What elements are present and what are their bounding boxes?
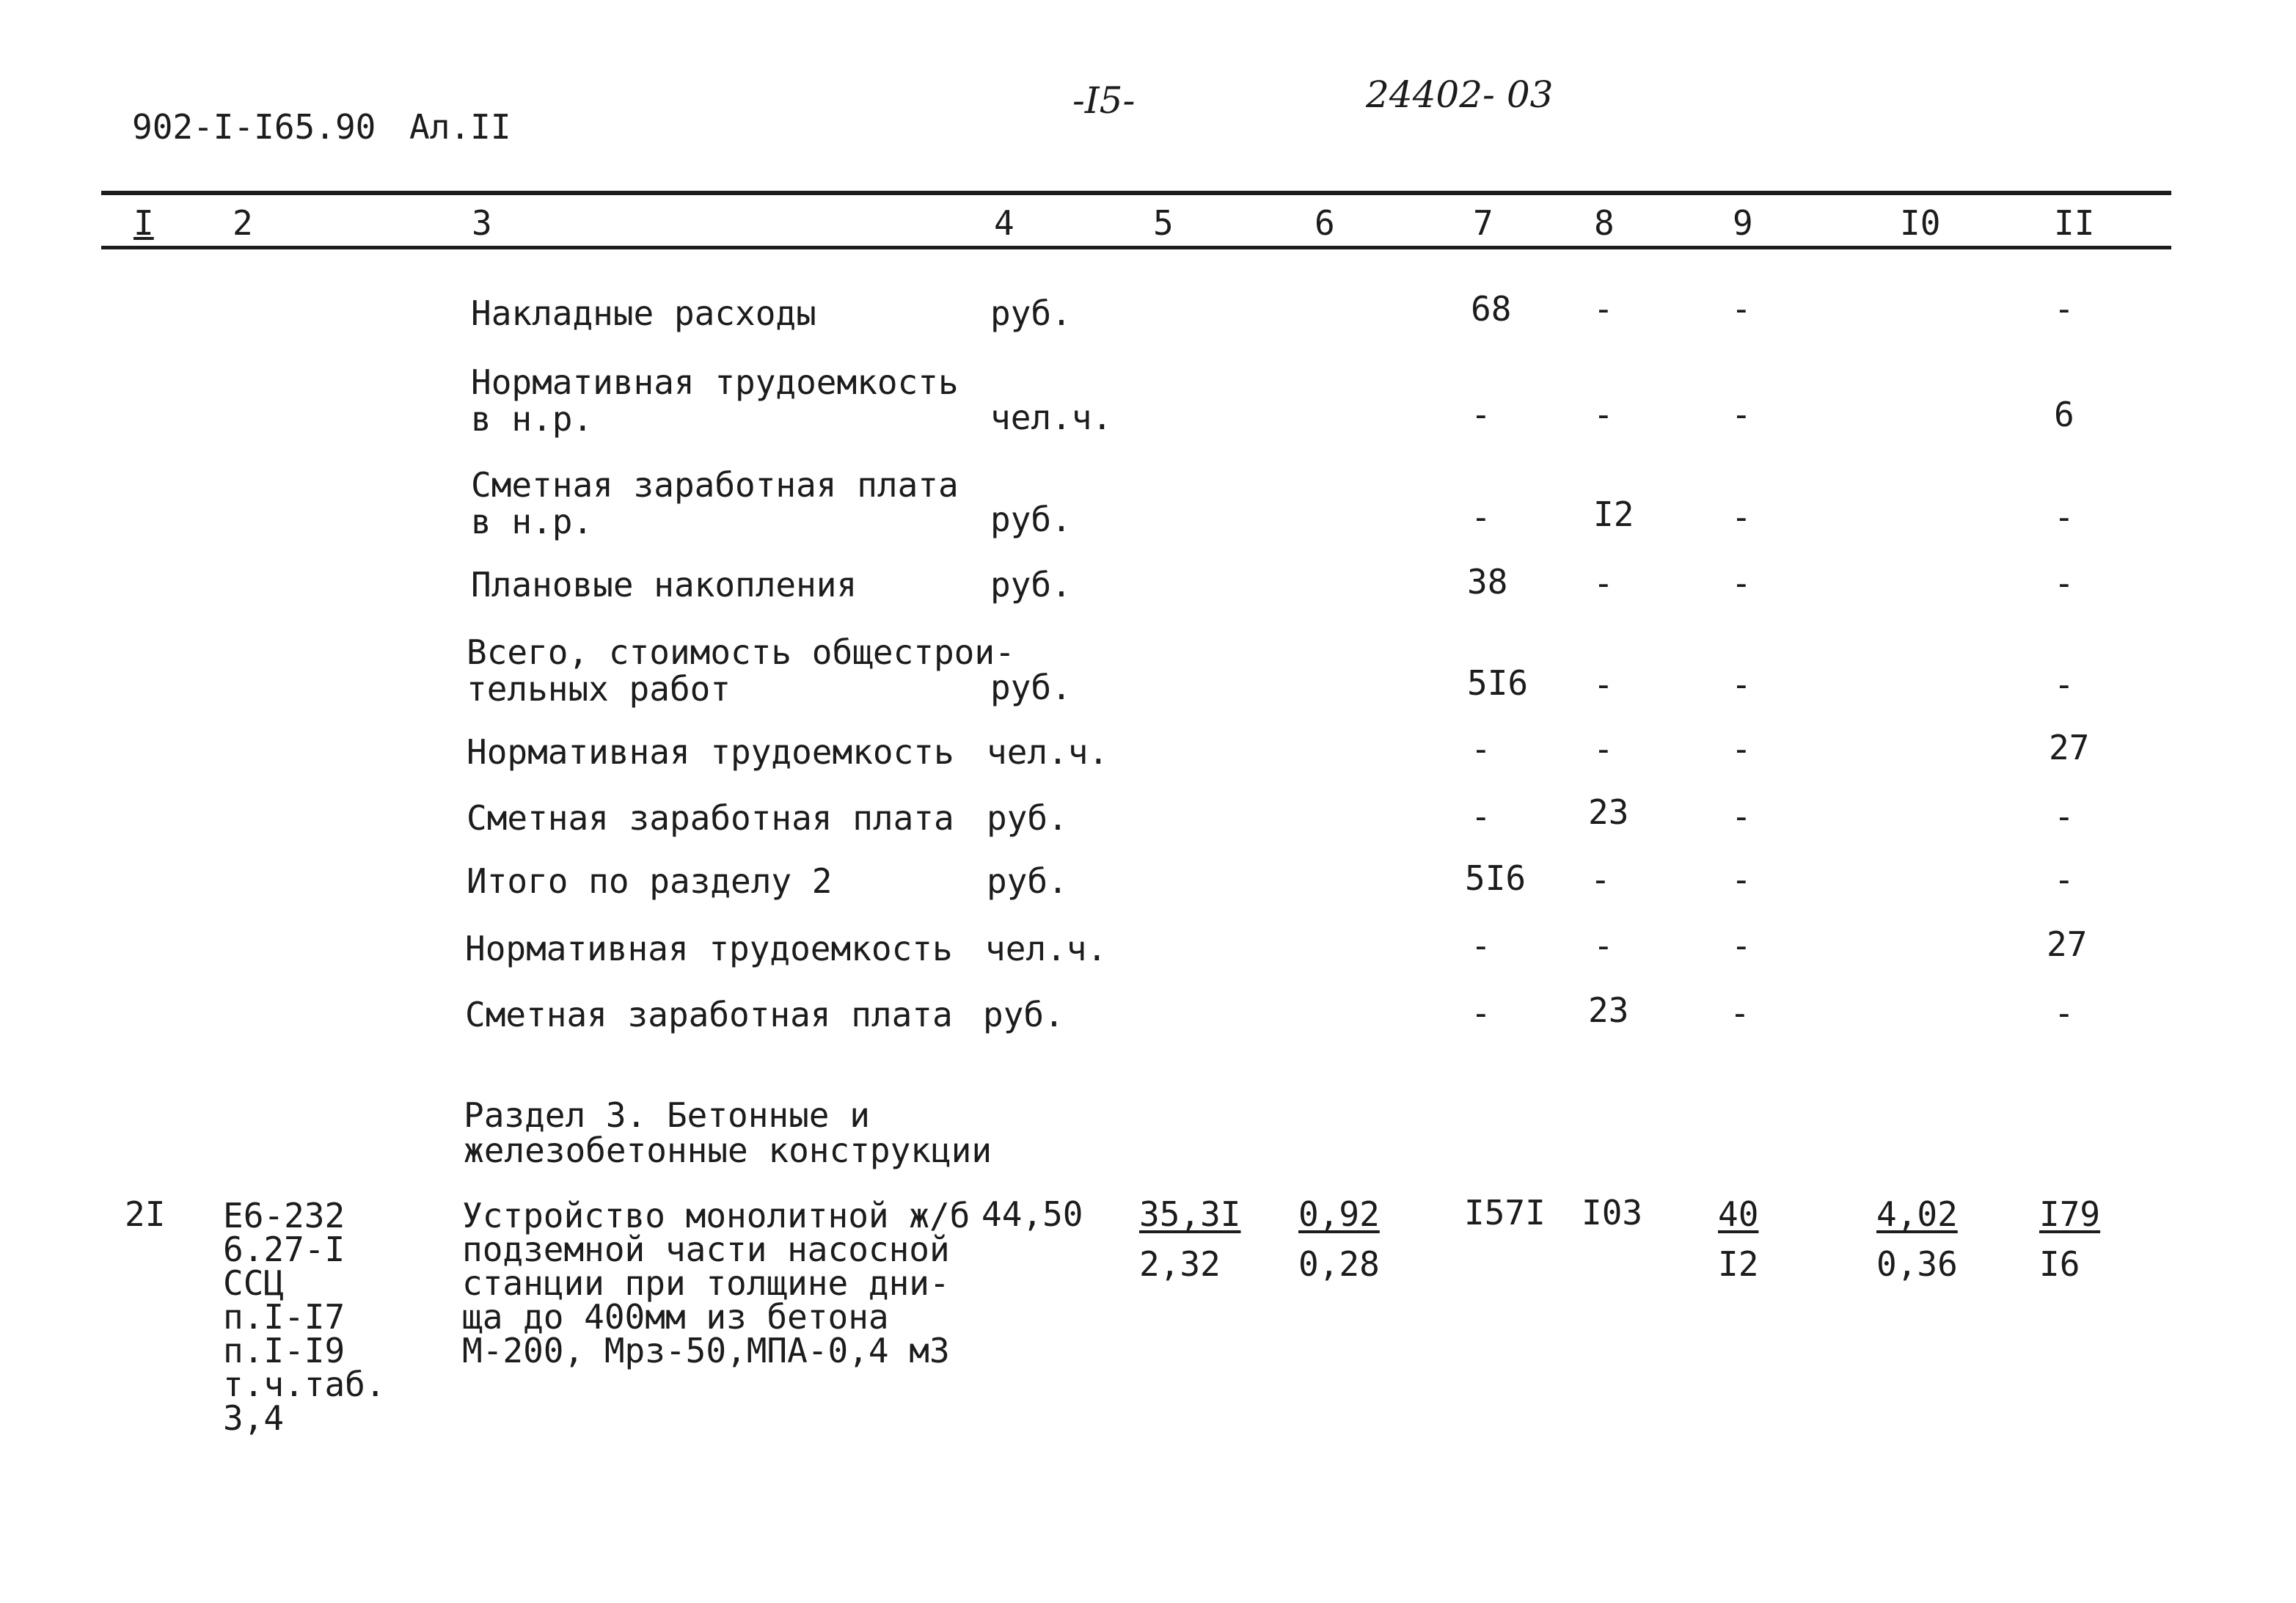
col-header-3: 3 [472, 203, 492, 243]
row-name: Сметная заработная плата [467, 798, 954, 838]
row-col8: - [1593, 395, 1614, 434]
row-col7: 5I6 [1465, 858, 1527, 898]
row-col9: - [1731, 497, 1752, 537]
row-unit: чел.ч. [985, 929, 1108, 968]
col10-top-value: 4,02 [1876, 1194, 1958, 1234]
row-col11: - [2054, 797, 2074, 836]
col-header-9: 9 [1733, 203, 1753, 243]
table-header-rule [101, 246, 2171, 249]
row-col11: 27 [2049, 728, 2090, 767]
item-code: Е6-232 6.27-I ССЦ п.I-I7 п.I-I9 т.ч.таб. 3,4 [223, 1196, 386, 1438]
row-col7: - [1471, 729, 1491, 769]
row-col11: - [2054, 860, 2074, 899]
row-unit: руб. [990, 293, 1072, 333]
row-name: Нормативная трудоемкость [465, 929, 953, 968]
row-col8: 23 [1588, 990, 1629, 1030]
item-description: Устройство монолитной ж/б подземной части насосной станции при толщине дни- ща до 400мм из бетона М-200, Мрз-50,МПА-0,4 м3 [462, 1196, 970, 1370]
row-name: Накладные расходы [471, 293, 816, 333]
row-unit: руб. [983, 995, 1064, 1034]
row-name: Плановые накопления [471, 565, 858, 605]
row-col8: - [1593, 926, 1614, 965]
col5-top-value: 35,3I [1139, 1194, 1241, 1234]
col-header-1: I [134, 203, 154, 243]
row-col7: - [1471, 993, 1491, 1033]
row-col7: - [1471, 926, 1491, 965]
row-unit: руб. [990, 565, 1072, 605]
row-unit: чел.ч. [990, 398, 1113, 437]
row-col11: 6 [2054, 395, 2074, 434]
row-unit: руб. [987, 861, 1068, 901]
row-col8: - [1593, 665, 1614, 704]
col11-bottom-value: I6 [2039, 1244, 2080, 1284]
row-name: Итого по разделу 2 [467, 861, 833, 901]
col-header-4: 4 [994, 203, 1014, 243]
row-col11: - [2054, 665, 2074, 704]
row-name: Нормативная трудоемкость [467, 732, 954, 772]
row-col9: - [1731, 926, 1752, 965]
row-unit: руб. [990, 500, 1072, 539]
row-name: Сметная заработная плата в н.р. [471, 465, 959, 541]
row-col9: - [1731, 395, 1752, 434]
page-number: -I5- [1072, 79, 1136, 122]
row-col11: 27 [2047, 924, 2088, 964]
row-col9: - [1730, 993, 1750, 1033]
col-header-7: 7 [1473, 203, 1494, 243]
row-col9: - [1731, 563, 1752, 603]
row-col8: - [1593, 563, 1614, 603]
col5-bottom-value: 2,32 [1139, 1244, 1221, 1284]
row-col11: - [2054, 993, 2074, 1033]
col6-bottom-value: 0,28 [1298, 1244, 1380, 1284]
col-header-10: I0 [1900, 203, 1941, 243]
row-col7: - [1471, 497, 1491, 537]
col9-bottom-value: I2 [1718, 1244, 1759, 1284]
row-col9: - [1731, 665, 1752, 704]
row-col9: - [1731, 729, 1752, 769]
album-label: Ал.II [409, 107, 511, 147]
table-top-rule [101, 191, 2171, 195]
row-col11: - [2054, 497, 2074, 537]
row-unit: руб. [990, 668, 1072, 707]
row-col8: 23 [1588, 792, 1629, 832]
document-code [132, 107, 511, 147]
row-unit: чел.ч. [987, 732, 1109, 772]
section-3-title: Раздел 3. Бетонные и железобетонные конструкции [464, 1095, 992, 1170]
row-col9: - [1731, 289, 1752, 329]
col6-top-value: 0,92 [1298, 1194, 1380, 1234]
col9-top-value: 40 [1718, 1194, 1759, 1234]
row-name: Нормативная трудоемкость в н.р. [471, 362, 959, 439]
row-col11: - [2054, 563, 2074, 603]
archive-number: 24402- 03 [1366, 73, 1554, 116]
row-col7: 5I6 [1467, 663, 1529, 703]
row-unit: руб. [987, 798, 1068, 838]
row-col8: - [1593, 729, 1614, 769]
row-col8: - [1590, 860, 1611, 899]
col-header-2: 2 [233, 203, 253, 243]
row-col7: 68 [1471, 289, 1512, 329]
row-name: Всего, стоимость общестрои- тельных работ [467, 632, 1015, 709]
row-col8: I2 [1593, 494, 1634, 534]
row-col9: - [1731, 797, 1752, 836]
col11-top-value: I79 [2039, 1194, 2101, 1234]
col7-value: I57I [1464, 1193, 1546, 1233]
row-col7: - [1471, 797, 1491, 836]
row-col8: - [1593, 289, 1614, 329]
row-col7: 38 [1467, 562, 1508, 602]
row-col11: - [2054, 289, 2074, 329]
item-quantity: 44,50 [981, 1194, 1083, 1234]
doc-code: 902-I-I65.90 [132, 107, 376, 147]
row-name: Сметная заработная плата [465, 995, 953, 1034]
row-col7: - [1471, 395, 1491, 434]
col10-bottom-value: 0,36 [1876, 1244, 1958, 1284]
col-header-11: II [2054, 203, 2095, 243]
col-header-8: 8 [1594, 203, 1615, 243]
col-header-5: 5 [1153, 203, 1174, 243]
item-number: 2I [125, 1194, 166, 1234]
col8-value: I03 [1582, 1193, 1643, 1233]
row-col9: - [1731, 860, 1752, 899]
col-header-6: 6 [1315, 203, 1335, 243]
